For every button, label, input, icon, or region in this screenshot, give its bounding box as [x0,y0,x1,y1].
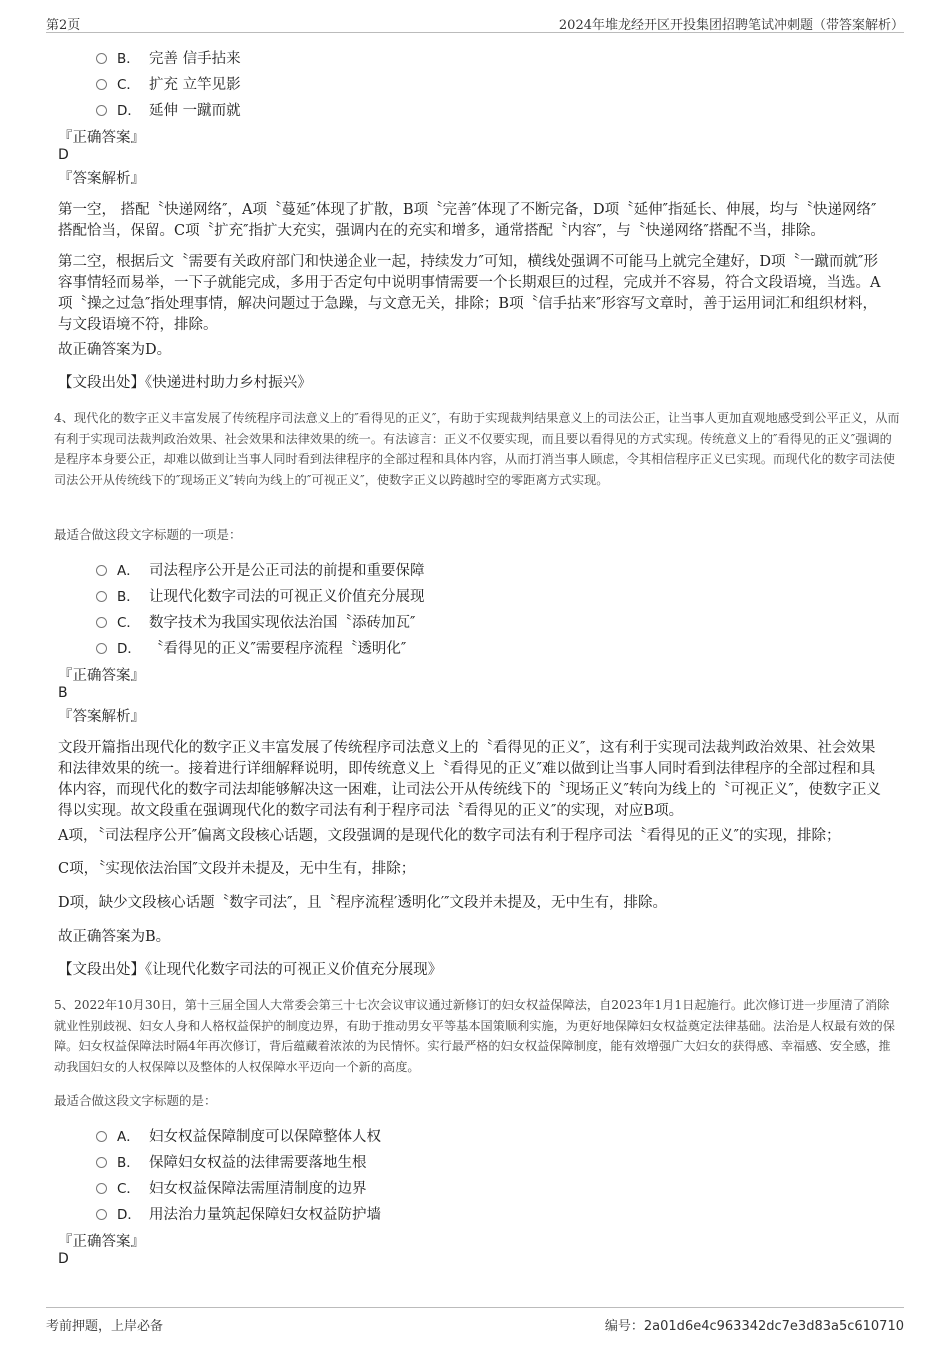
document-code [605,1315,904,1334]
radio-icon[interactable] [96,617,107,628]
footer-slogan: 考前押题，上岸必备 [46,1319,164,1334]
radio-icon[interactable] [96,79,107,90]
q4-source: 【文段出处】《让现代化数字司法的可视正义价值充分展现》 [58,962,443,978]
radio-icon[interactable] [96,591,107,602]
option-letter: C． [117,615,140,631]
radio-icon[interactable] [96,1131,107,1142]
q4-analysis-p1: 文段开篇指出现代化的数字正义丰富发展了传统程序司法意义上的〝看得见的正义″，这有利于实现司法裁判政治效果、社会效果和法律效果的统一。接着进行详细解释说明，即传统意义上〝看得见的正义″难以做到让当事人同时看到法律程序的全部过程和具体内容，而现代化的数字司法却能够解决这一困难，让司法公开从传统线下的〝现场正义″转向为线上的〝可视正义″，使数字正义得以实现。故文段重在强调现代化的数字司法有利于程序司法〝看得见的正义″的实现，对应B项。 [58,740,881,819]
option-letter: D． [117,103,141,119]
q4-analysis-p5: 故正确答案为B。 [58,929,171,945]
option-letter: B． [117,1155,140,1171]
q5-option-d[interactable] [96,1203,381,1224]
code-label: 编号： [604,1319,644,1334]
q3-answer-label: 『正确答案』 [58,130,145,146]
option-text: 扩充 立竿见影 [149,77,241,93]
q3-analysis-label: 『答案解析』 [58,171,145,187]
document-title: 2024年堆龙经开区开投集团招聘笔试冲刺题（带答案解析） [558,18,904,33]
q3-source: 【文段出处】《快递进村助力乡村振兴》 [58,375,312,391]
option-text: 〝看得见的正义″需要程序流程〝透明化″ [149,641,407,657]
option-text: 完善 信手拈来 [149,51,241,67]
q4-analysis-p2: A项，〝司法程序公开″偏离文段核心话题，文段强调的是现代化的数字司法有利于程序司法〝看得见的正义″的实现，排除； [58,828,841,844]
option-letter: D． [117,641,141,657]
option-text: 妇女权益保障制度可以保障整体人权 [149,1129,381,1145]
option-text: 用法治力量筑起保障妇女权益防护墙 [149,1207,381,1223]
option-letter: B． [117,51,140,67]
option-letter: C． [117,77,140,93]
q4-answer: B [58,685,68,701]
q4-analysis-p3: C项，〝实现依法治国″文段并未提及，无中生有，排除； [58,861,416,877]
option-text: 司法程序公开是公正司法的前提和重要保障 [149,563,425,579]
radio-icon[interactable] [96,53,107,64]
radio-icon[interactable] [96,105,107,116]
q3-analysis-p2: 第二空，根据后文〝需要有关政府部门和快递企业一起，持续发力″可知，横线处强调不可能马上就完全建好，D项〝一蹴而就″形容事情轻而易举，一下子就能完成，多用于否定句中说明事情需要一个长期艰巨的过程，完成并不容易，符合文段语境，当选。A项〝操之过急″指处理事情，解决问题过于急躁，与文意无关，排除；B项〝信手拈来″形容写文章时，善于运用词汇和组织材料，与文段语境不符，排除。 [58,254,881,333]
q4-option-b[interactable] [96,585,425,606]
q3-answer: D [58,147,69,163]
radio-icon[interactable] [96,1183,107,1194]
q3-option-d[interactable] [96,99,241,120]
option-text: 保障妇女权益的法律需要落地生根 [149,1155,367,1171]
q4-stem: 4、现代化的数字正义丰富发展了传统程序司法意义上的″看得见的正义″，有助于实现裁判结果意义上的司法公正，让当事人更加直观地感受到公平正义，从而有利于实现司法裁判政治效果、社会效果和法律效果的统一。有法谚言：正义不仅要实现，而且要以看得见的方式实现。传统意义上的″看得见的正义″强调的是程序本身要公正，却难以做到让当事人同时看到法律程序的全部过程和具体内容，从而打消当事人顾虑，令其相信程序正义已实现。而现代化的数字司法使司法公开从传统线下的″现场正义″转向为线上的″可视正义″，使数字正义以跨越时空的零距离方式实现。 [54,411,900,487]
q5-stem: 5、2022年10月30日，第十三届全国人大常委会第三十七次会议审议通过新修订的妇女权益保障法，自2023年1月1日起施行。此次修订进一步厘清了消除就业性别歧视、妇女人身和人格权益保护的制度边界，有助于推动男女平等基本国策顺利实施，为更好地保障妇女权益奠定法律基础。法治是人权最有效的保障。妇女权益保障法时隔4年再次修订，背后蕴藏着浓浓的为民情怀。实行最严格的妇女权益保障制度，能有效增强广大妇女的获得感、幸福感、安全感，推动我国妇女的人权保障以及整体的人权保障水平迈向一个新的高度。 [54,998,895,1074]
q3-option-b[interactable] [96,47,241,68]
code-value: 2a01d6e4c963342dc7e3d83a5c610710 [643,1319,904,1334]
radio-icon[interactable] [96,565,107,576]
q4-option-c[interactable] [96,611,415,632]
q5-answer-label: 『正确答案』 [58,1234,145,1250]
option-letter: C． [117,1181,140,1197]
q5-option-c[interactable] [96,1177,367,1198]
option-letter: B． [117,589,140,605]
q3-analysis-p3: 故正确答案为D。 [58,342,172,358]
q5-answer: D [58,1251,69,1267]
option-letter: A． [117,1129,140,1145]
option-text: 数字技术为我国实现依法治国〝添砖加瓦″ [149,615,416,631]
option-letter: D． [117,1207,141,1223]
option-text: 妇女权益保障法需厘清制度的边界 [149,1181,367,1197]
q4-option-d[interactable] [96,637,406,658]
q4-answer-label: 『正确答案』 [58,668,145,684]
page-footer [46,1307,904,1336]
radio-icon[interactable] [96,1209,107,1220]
option-text: 让现代化数字司法的可视正义价值充分展现 [149,589,425,605]
radio-icon[interactable] [96,643,107,654]
q3-analysis-p1: 第一空， 搭配〝快递网络″，A项〝蔓延″体现了扩散，B项〝完善″体现了不断完备，D项〝延伸″指延长、伸展，均与〝快递网络″搭配恰当，保留。C项〝扩充″指扩大充实，强调内在的充实和增多，通常搭配〝内容″，与〝快递网络″搭配不当，排除。 [58,202,877,239]
q5-option-a[interactable] [96,1125,381,1146]
page-header [46,12,904,33]
page-number: 第2页 [46,18,81,33]
q4-analysis-label: 『答案解析』 [58,709,145,725]
q4-prompt: 最适合做这段文字标题的一项是： [54,527,242,542]
q3-option-c[interactable] [96,73,241,94]
option-letter: A． [117,563,140,579]
q4-option-a[interactable] [96,559,425,580]
radio-icon[interactable] [96,1157,107,1168]
q4-analysis-p4: D项，缺少文段核心话题〝数字司法″，且〝程序流程′透明化′″文段并未提及，无中生有，排除。 [58,895,668,911]
q5-prompt: 最适合做这段文字标题的是： [54,1093,217,1108]
option-text: 延伸 一蹴而就 [149,103,241,119]
q5-option-b[interactable] [96,1151,367,1172]
